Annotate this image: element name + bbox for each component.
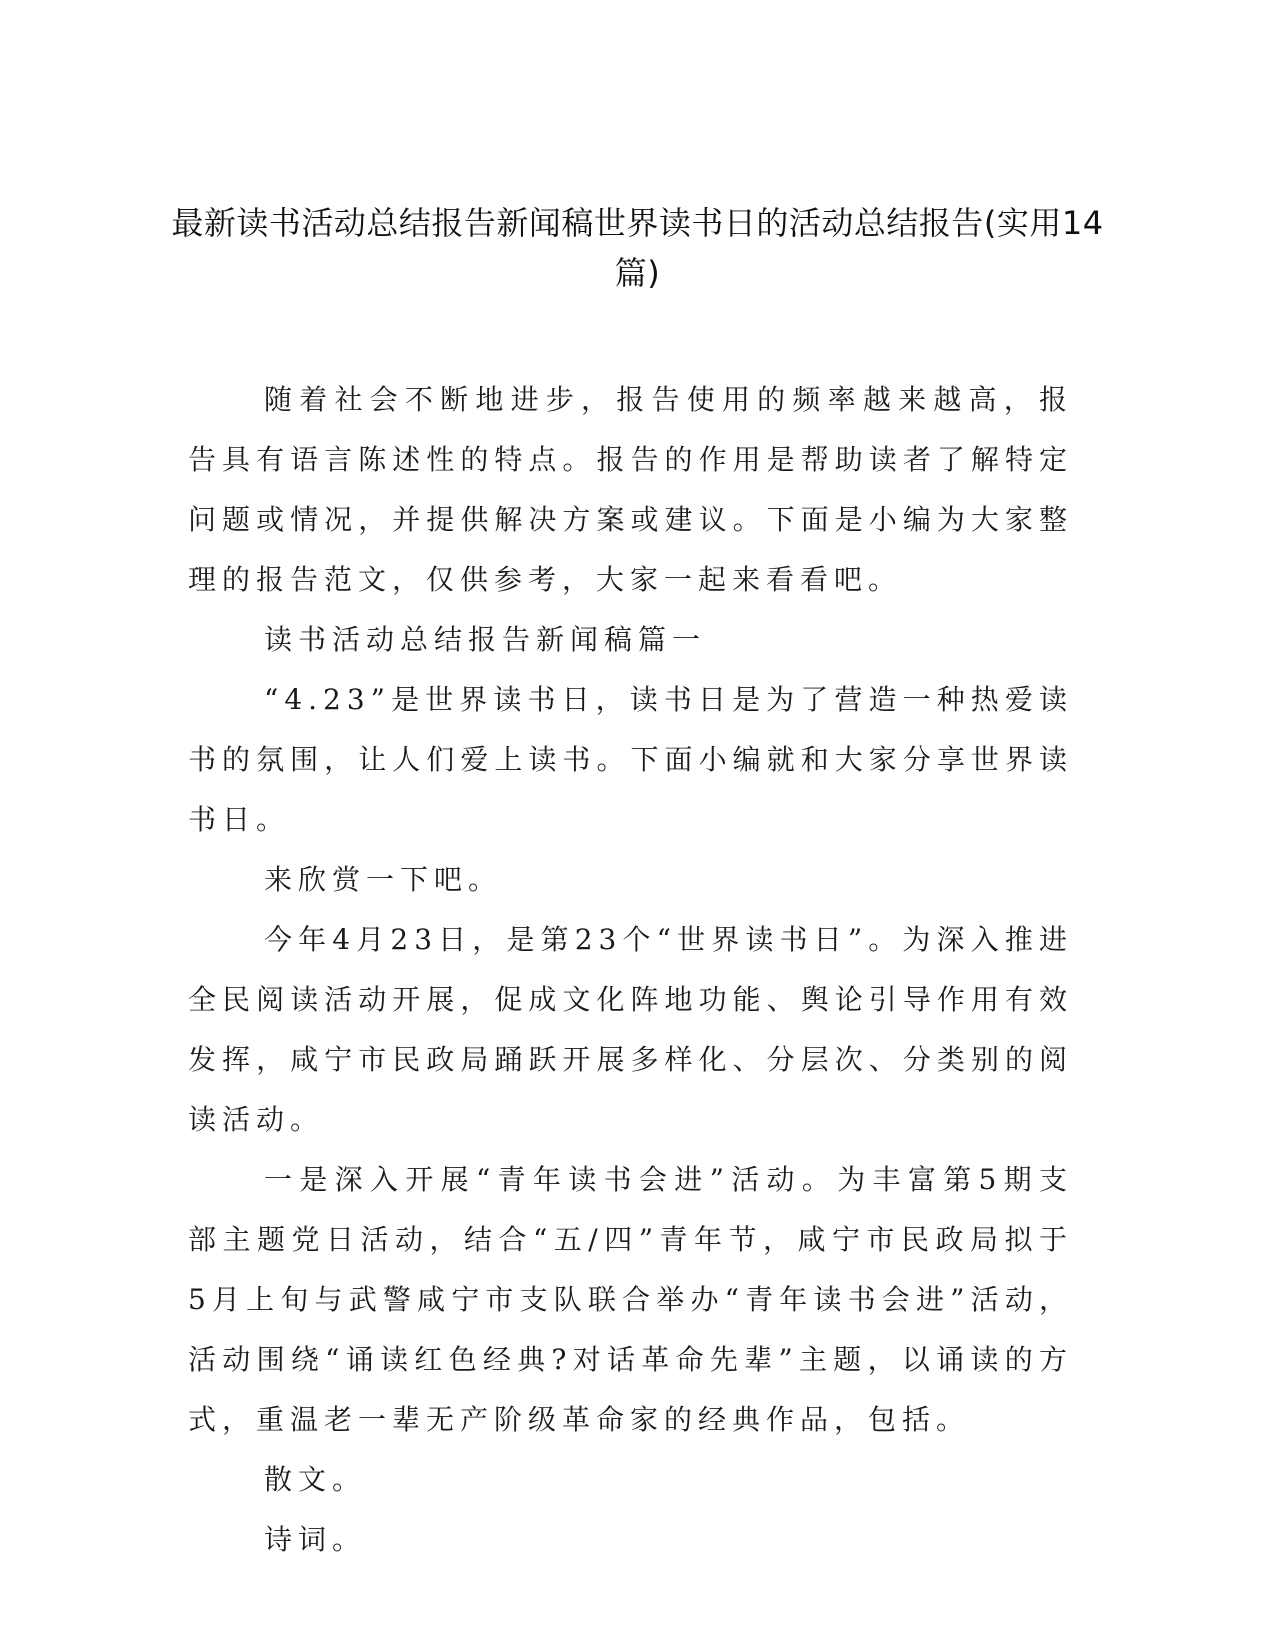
- body-paragraph: “4.23”是世界读书日，读书日是为了营造一种热爱读书的氛围，让人们爱上读书。下面小编就和大家分享世界读书日。: [188, 683, 1073, 836]
- document-body: [188, 370, 1073, 1570]
- body-paragraph: 一是深入开展“青年读书会进”活动。为丰富第5期支部主题党日活动，结合“五/四”青年节，咸宁市民政局拟于5月上旬与武警咸宁市支队联合举办“青年读书会进”活动，活动围绕“诵读红色经典?对话革命先辈”主题，以诵读的方式，重温老一辈无产阶级革命家的经典作品，包括。: [188, 1163, 1073, 1436]
- document-title: 最新读书活动总结报告新闻稿世界读书日的活动总结报告(实用14篇): [171, 204, 1104, 292]
- body-paragraph: 来欣赏一下吧。: [264, 863, 503, 896]
- list-item: 诗词。: [264, 1523, 367, 1556]
- body-paragraph: 今年4月23日，是第23个“世界读书日”。为深入推进全民阅读活动开展，促成文化阵地功能、舆论引导作用有效发挥，咸宁市民政局踊跃开展多样化、分层次、分类别的阅读活动。: [188, 923, 1073, 1136]
- list-item: 散文。: [264, 1463, 367, 1496]
- section-heading: 读书活动总结报告新闻稿篇一: [264, 623, 707, 656]
- intro-paragraph: 随着社会不断地进步，报告使用的频率越来越高，报告具有语言陈述性的特点。报告的作用是帮助读者了解特定问题或情况，并提供解决方案或建议。下面是小编为大家整理的报告范文，仅供参考，大家一起来看看吧。: [188, 383, 1073, 596]
